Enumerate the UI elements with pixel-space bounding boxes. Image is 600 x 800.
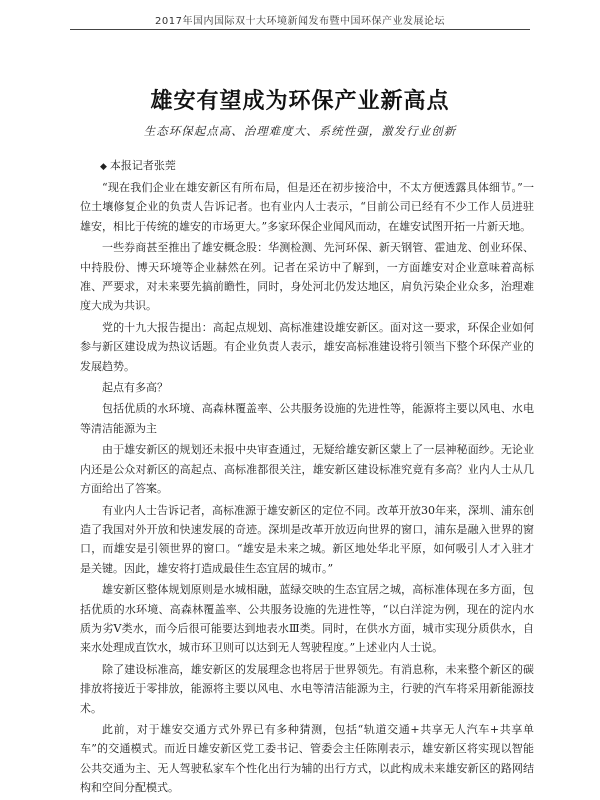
- paragraph: 雄安新区整体规划原则是水城相融，蓝绿交映的生态宜居之城，高标准体现在多方面，包括优质的水环境、高森林覆盖率、公共服务设施的先进性等，“以白洋淀为例，现在的淀内水质为劣V类水，而今后很可能要达到地表水Ⅲ类。同时，在供水方面，城市实现分质供水，自来水处理成直饮水，城市环卫则可以达到无人驾驶程度。”上述业内人士说。: [80, 583, 534, 655]
- paragraph: 党的十九大报告提出：高起点规划、高标准建设雄安新区。面对这一要求，环保企业如何参与新区建设成为热议话题。有企业负责人表示，雄安高标准建设将引领当下整个环保产业的发展趋势。: [80, 320, 534, 373]
- running-header: 2017年国内国际双十大环境新闻发布暨中国环保产业发展论坛: [155, 16, 445, 27]
- paragraph: 有业内人士告诉记者，高标准源于雄安新区的定位不同。改革开放30年来，深圳、浦东创造了我国对外开放和快速发展的奇迹。深圳是改革开放迈向世界的窗口，浦东是融入世界的窗口，而雄安是引领世界的窗口。“雄安是未来之城。新区地处华北平原，如何吸引人才入驻才是关键。因此，雄安将打造成最佳生态宜居的城市。”: [80, 503, 534, 575]
- paragraph: 除了建设标准高，雄安新区的发展理念也将居于世界领先。有消息称，未来整个新区的碳排放将接近于零排放，能源将主要以风电、水电等清洁能源为主，行驶的汽车将采用新能源技术。: [80, 662, 534, 715]
- article-title: 雄安有望成为环保产业新高点: [150, 89, 450, 114]
- article-subtitle: 生态环保起点高、治理难度大、系统性强，激发行业创新: [143, 124, 457, 138]
- diamond-bullet-icon: ◆: [100, 162, 107, 172]
- paragraph: “现在我们企业在雄安新区有所布局，但是还在初步接洽中，不太方便透露具体细节。”一位土壤修复企业的负责人告诉记者。也有业内人士表示，“目前公司已经有不少工作人员进驻雄安，相比于传统的雄安的市场更大。”多家环保企业闻风而动，在雄安试图开拓一片新天地。: [80, 181, 534, 233]
- paragraph: 此前，对于雄安交通方式外界已有多种猜测，包括“轨道交通+共享无人汽车+共享单车”的交通模式。而近日雄安新区党工委书记、管委会主任陈刚表示，雄安新区将实现以智能公共交通为主、无人驾驶私家车个性化出行为辅的出行方式，以此构成未来雄安新区的路网结构和空间分配模式。: [80, 722, 534, 795]
- section-heading: 起点有多高？: [102, 381, 168, 395]
- paragraph: 由于雄安新区的规划还未报中央审查通过，无疑给雄安新区蒙上了一层神秘面纱。无论业内还是公众对新区的高起点、高标准都很关注，雄安新区建设标准究竟有多高？业内人士从几方面给出了答案。: [80, 443, 534, 496]
- section-summary: 包括优质的水环境、高森林覆盖率、公共服务设施的先进性等，能源将主要以风电、水电等清洁能源为主: [80, 402, 534, 435]
- article-body: [80, 178, 534, 800]
- byline: [100, 157, 176, 173]
- paragraph: 一些券商甚至推出了雄安概念股：华测检测、先河环保、新天钢管、霍迪龙、创业环保、中持股份、博天环境等企业赫然在列。记者在采访中了解到，一方面雄安对企业意味着高标准、严要求，对未来要先搞前瞻性，同时，身处河北仍发达地区，肩负污染企业众多，治理难度大成为共识。: [80, 241, 534, 313]
- byline-text: 本报记者张莞: [109, 159, 176, 172]
- header-divider: [70, 29, 530, 30]
